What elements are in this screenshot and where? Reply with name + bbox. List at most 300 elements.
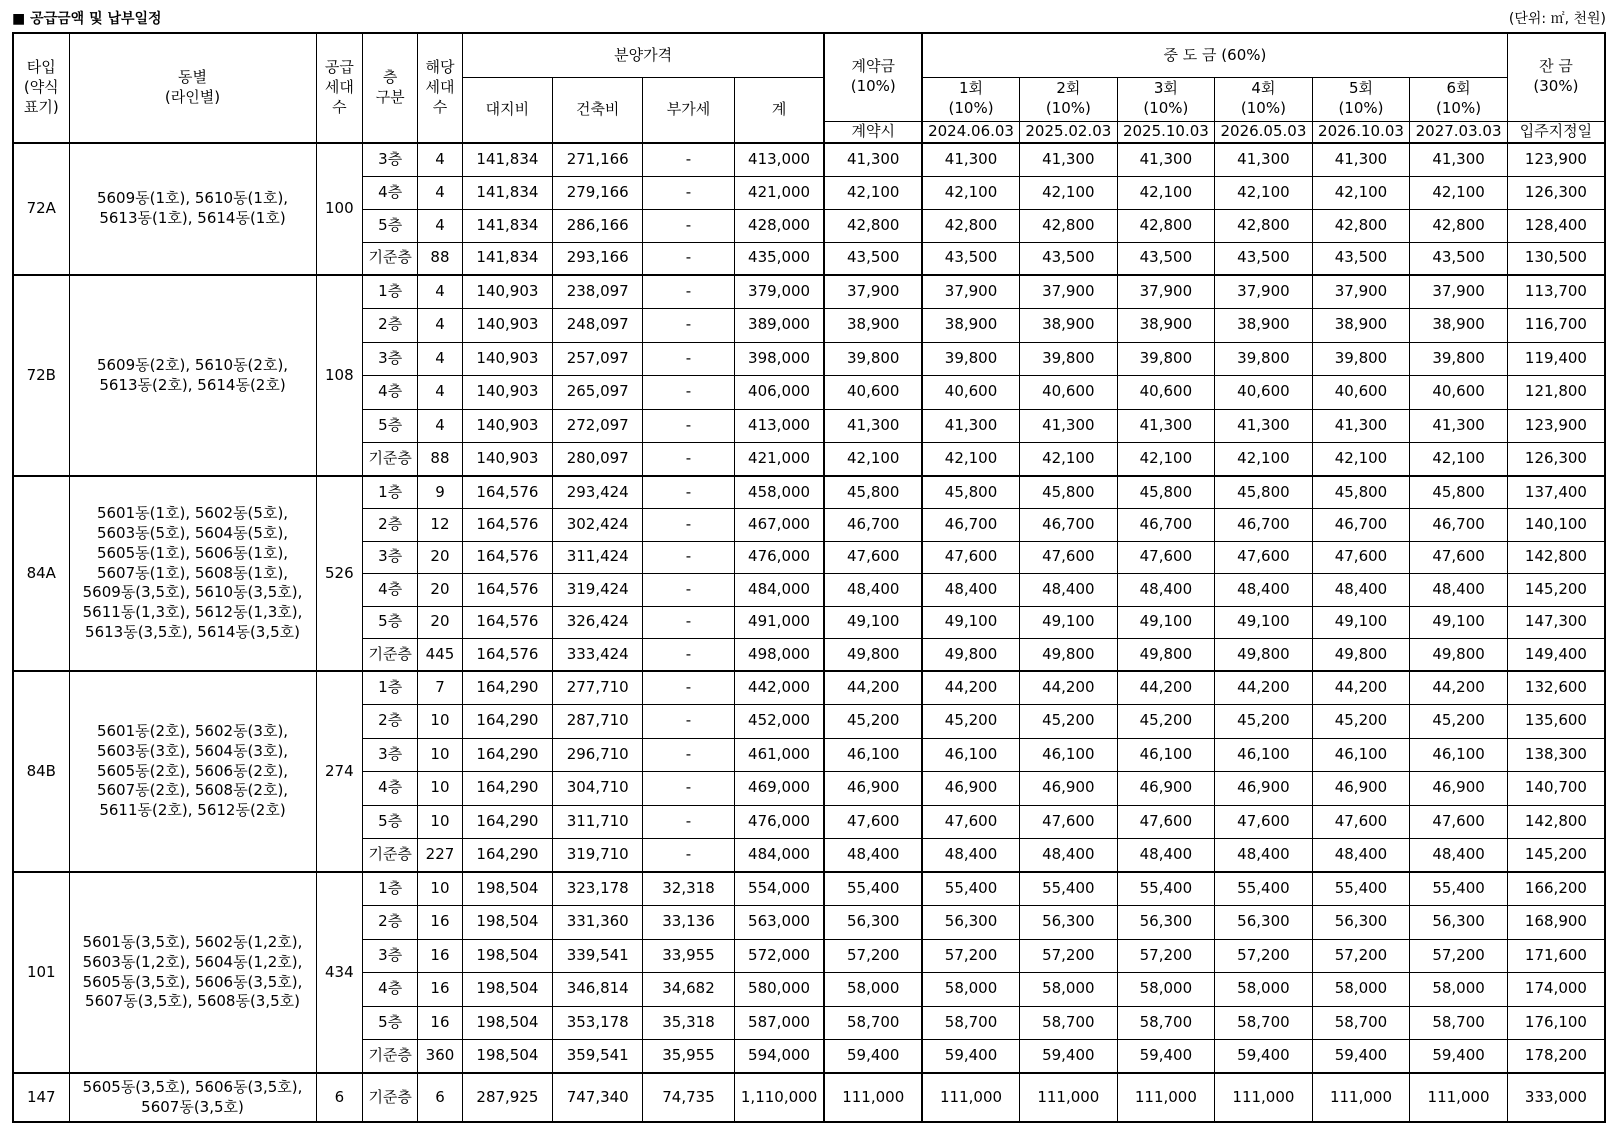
balance-cell: 168,900 xyxy=(1507,906,1605,940)
middle-payment-3-cell: 46,100 xyxy=(1117,738,1215,772)
deposit-cell: 39,800 xyxy=(824,342,922,376)
balance-cell: 178,200 xyxy=(1507,1040,1605,1074)
middle-payment-4-cell: 43,500 xyxy=(1215,242,1313,275)
total-price-cell: 476,000 xyxy=(734,805,824,839)
middle-payment-3-cell: 46,700 xyxy=(1117,509,1215,542)
table-row xyxy=(13,671,1605,705)
building-price-cell: 271,166 xyxy=(553,143,643,176)
middle-payment-2-cell: 38,900 xyxy=(1020,309,1118,343)
middle-payment-4-cell: 58,700 xyxy=(1215,1006,1313,1040)
middle-payment-6-cell: 55,400 xyxy=(1410,872,1508,906)
table-row xyxy=(13,872,1605,906)
middle-payment-2-cell: 41,300 xyxy=(1020,409,1118,443)
col-header-middle-5: 5회 (10%) xyxy=(1312,77,1410,121)
total-price-cell: 594,000 xyxy=(734,1040,824,1074)
building-price-cell: 353,178 xyxy=(553,1006,643,1040)
middle-payment-6-cell: 48,400 xyxy=(1410,839,1508,873)
land-price-cell: 198,504 xyxy=(462,1006,552,1040)
floor-cell: 1층 xyxy=(363,671,418,705)
land-price-cell: 140,903 xyxy=(462,342,552,376)
balance-cell: 130,500 xyxy=(1507,242,1605,275)
balance-cell: 176,100 xyxy=(1507,1006,1605,1040)
building-price-cell: 257,097 xyxy=(553,342,643,376)
table-row xyxy=(13,143,1605,176)
col-header-price-group: 분양가격 xyxy=(462,33,824,77)
balance-cell: 138,300 xyxy=(1507,738,1605,772)
land-price-cell: 140,903 xyxy=(462,376,552,410)
deposit-cell: 46,900 xyxy=(824,772,922,806)
vat-cell: - xyxy=(643,342,734,376)
floor-cell: 4층 xyxy=(363,376,418,410)
deposit-cell: 41,300 xyxy=(824,409,922,443)
middle-payment-2-cell: 42,800 xyxy=(1020,209,1118,242)
units-cell: 4 xyxy=(418,176,463,209)
deposit-cell: 42,100 xyxy=(824,176,922,209)
middle-payment-2-cell: 44,200 xyxy=(1020,671,1118,705)
deposit-cell: 49,800 xyxy=(824,639,922,672)
supply-count-cell: 526 xyxy=(316,476,363,671)
units-cell: 10 xyxy=(418,705,463,739)
table-row xyxy=(13,476,1605,509)
col-header-vat: 부가세 xyxy=(643,77,734,143)
col-header-deposit-when: 계약시 xyxy=(824,121,922,143)
middle-payment-5-cell: 48,400 xyxy=(1312,839,1410,873)
middle-payment-3-cell: 47,600 xyxy=(1117,805,1215,839)
middle-payment-2-cell: 48,400 xyxy=(1020,839,1118,873)
middle-payment-2-cell: 45,800 xyxy=(1020,476,1118,509)
col-header-balance: 잔 금 (30%) xyxy=(1507,33,1605,121)
middle-payment-1-cell: 47,600 xyxy=(922,805,1020,839)
middle-payment-6-cell: 42,100 xyxy=(1410,176,1508,209)
middle-payment-2-cell: 48,400 xyxy=(1020,574,1118,607)
floor-cell: 4층 xyxy=(363,574,418,607)
supply-count-cell: 434 xyxy=(316,872,363,1073)
middle-payment-2-cell: 47,600 xyxy=(1020,805,1118,839)
middle-payment-2-cell: 42,100 xyxy=(1020,443,1118,477)
total-price-cell: 572,000 xyxy=(734,939,824,973)
section-title: ■ 공급금액 및 납부일정 xyxy=(12,11,162,27)
middle-payment-4-cell: 46,700 xyxy=(1215,509,1313,542)
deposit-cell: 45,200 xyxy=(824,705,922,739)
floor-cell: 기준층 xyxy=(363,1073,418,1122)
middle-payment-4-cell: 39,800 xyxy=(1215,342,1313,376)
vat-cell: - xyxy=(643,176,734,209)
middle-payment-6-cell: 58,000 xyxy=(1410,973,1508,1007)
vat-cell: - xyxy=(643,376,734,410)
middle-payment-5-cell: 46,100 xyxy=(1312,738,1410,772)
vat-cell: - xyxy=(643,509,734,542)
middle-payment-3-cell: 45,800 xyxy=(1117,476,1215,509)
floor-cell: 3층 xyxy=(363,342,418,376)
deposit-cell: 55,400 xyxy=(824,872,922,906)
land-price-cell: 287,925 xyxy=(462,1073,552,1122)
deposit-cell: 56,300 xyxy=(824,906,922,940)
total-price-cell: 398,000 xyxy=(734,342,824,376)
middle-payment-5-cell: 41,300 xyxy=(1312,409,1410,443)
middle-payment-3-cell: 47,600 xyxy=(1117,541,1215,574)
middle-payment-6-cell: 41,300 xyxy=(1410,143,1508,176)
building-price-cell: 339,541 xyxy=(553,939,643,973)
middle-payment-2-cell: 58,700 xyxy=(1020,1006,1118,1040)
middle-payment-6-cell: 38,900 xyxy=(1410,309,1508,343)
deposit-cell: 49,100 xyxy=(824,606,922,639)
middle-payment-6-cell: 45,800 xyxy=(1410,476,1508,509)
total-price-cell: 435,000 xyxy=(734,242,824,275)
balance-cell: 123,900 xyxy=(1507,409,1605,443)
middle-payment-5-cell: 56,300 xyxy=(1312,906,1410,940)
middle-payment-4-cell: 58,000 xyxy=(1215,973,1313,1007)
price-schedule-table xyxy=(12,32,1606,1123)
land-price-cell: 140,903 xyxy=(462,409,552,443)
balance-cell: 142,800 xyxy=(1507,805,1605,839)
table-row xyxy=(13,275,1605,309)
middle-payment-1-cell: 42,800 xyxy=(922,209,1020,242)
land-price-cell: 164,290 xyxy=(462,839,552,873)
col-header-middle-6: 6회 (10%) xyxy=(1410,77,1508,121)
middle-payment-2-cell: 56,300 xyxy=(1020,906,1118,940)
vat-cell: - xyxy=(643,839,734,873)
balance-cell: 171,600 xyxy=(1507,939,1605,973)
middle-payment-2-cell: 43,500 xyxy=(1020,242,1118,275)
middle-payment-5-cell: 42,100 xyxy=(1312,443,1410,477)
middle-payment-5-cell: 58,000 xyxy=(1312,973,1410,1007)
middle-payment-1-cell: 47,600 xyxy=(922,541,1020,574)
vat-cell: - xyxy=(643,275,734,309)
floor-cell: 1층 xyxy=(363,275,418,309)
middle-payment-2-cell: 59,400 xyxy=(1020,1040,1118,1074)
floor-cell: 5층 xyxy=(363,805,418,839)
deposit-cell: 48,400 xyxy=(824,574,922,607)
total-price-cell: 442,000 xyxy=(734,671,824,705)
middle-payment-5-cell: 46,700 xyxy=(1312,509,1410,542)
middle-payment-5-cell: 42,800 xyxy=(1312,209,1410,242)
middle-payment-6-cell: 37,900 xyxy=(1410,275,1508,309)
vat-cell: - xyxy=(643,738,734,772)
building-price-cell: 319,710 xyxy=(553,839,643,873)
type-cell: 84A xyxy=(13,476,69,671)
total-price-cell: 428,000 xyxy=(734,209,824,242)
dong-cell: 5601동(3,5호), 5602동(1,2호), 5603동(1,2호), 5604동(1,2호), 5605동(3,5호), 5606동(3,5호), 5607동(3,5호), 5608동(3,5호) xyxy=(69,872,316,1073)
total-price-cell: 587,000 xyxy=(734,1006,824,1040)
supply-count-cell: 274 xyxy=(316,671,363,872)
middle-payment-2-cell: 58,000 xyxy=(1020,973,1118,1007)
middle-payment-5-cell: 49,800 xyxy=(1312,639,1410,672)
dong-cell: 5605동(3,5호), 5606동(3,5호), 5607동(3,5호) xyxy=(69,1073,316,1122)
building-price-cell: 238,097 xyxy=(553,275,643,309)
balance-cell: 116,700 xyxy=(1507,309,1605,343)
building-price-cell: 302,424 xyxy=(553,509,643,542)
middle-payment-1-cell: 57,200 xyxy=(922,939,1020,973)
middle-payment-1-cell: 38,900 xyxy=(922,309,1020,343)
middle-payment-1-cell: 44,200 xyxy=(922,671,1020,705)
middle-payment-3-cell: 59,400 xyxy=(1117,1040,1215,1074)
vat-cell: 74,735 xyxy=(643,1073,734,1122)
supply-count-cell: 100 xyxy=(316,143,363,275)
col-header-middle-3: 3회 (10%) xyxy=(1117,77,1215,121)
balance-cell: 128,400 xyxy=(1507,209,1605,242)
land-price-cell: 198,504 xyxy=(462,939,552,973)
type-cell: 72A xyxy=(13,143,69,275)
units-cell: 16 xyxy=(418,1006,463,1040)
dong-cell: 5609동(1호), 5610동(1호), 5613동(1호), 5614동(1호) xyxy=(69,143,316,275)
units-cell: 20 xyxy=(418,574,463,607)
middle-payment-5-cell: 45,200 xyxy=(1312,705,1410,739)
col-header-building: 건축비 xyxy=(553,77,643,143)
deposit-cell: 37,900 xyxy=(824,275,922,309)
floor-cell: 기준층 xyxy=(363,443,418,477)
units-cell: 6 xyxy=(418,1073,463,1122)
floor-cell: 기준층 xyxy=(363,1040,418,1074)
vat-cell: - xyxy=(643,772,734,806)
deposit-cell: 40,600 xyxy=(824,376,922,410)
middle-payment-4-cell: 47,600 xyxy=(1215,805,1313,839)
middle-payment-3-cell: 40,600 xyxy=(1117,376,1215,410)
middle-payment-6-cell: 48,400 xyxy=(1410,574,1508,607)
units-cell: 10 xyxy=(418,805,463,839)
table-header xyxy=(13,33,1605,143)
middle-payment-5-cell: 45,800 xyxy=(1312,476,1410,509)
middle-payment-4-cell: 49,100 xyxy=(1215,606,1313,639)
col-header-middle-1: 1회 (10%) xyxy=(922,77,1020,121)
supply-count-cell: 6 xyxy=(316,1073,363,1122)
units-cell: 88 xyxy=(418,443,463,477)
middle-payment-6-cell: 49,800 xyxy=(1410,639,1508,672)
total-price-cell: 1,110,000 xyxy=(734,1073,824,1122)
deposit-cell: 44,200 xyxy=(824,671,922,705)
col-header-middle-3-date: 2025.10.03 xyxy=(1117,121,1215,143)
land-price-cell: 164,576 xyxy=(462,639,552,672)
middle-payment-1-cell: 49,100 xyxy=(922,606,1020,639)
type-cell: 101 xyxy=(13,872,69,1073)
floor-cell: 3층 xyxy=(363,939,418,973)
total-price-cell: 389,000 xyxy=(734,309,824,343)
deposit-cell: 47,600 xyxy=(824,541,922,574)
total-price-cell: 406,000 xyxy=(734,376,824,410)
total-price-cell: 554,000 xyxy=(734,872,824,906)
vat-cell: 35,318 xyxy=(643,1006,734,1040)
middle-payment-4-cell: 59,400 xyxy=(1215,1040,1313,1074)
middle-payment-4-cell: 56,300 xyxy=(1215,906,1313,940)
middle-payment-4-cell: 45,800 xyxy=(1215,476,1313,509)
middle-payment-2-cell: 55,400 xyxy=(1020,872,1118,906)
land-price-cell: 141,834 xyxy=(462,143,552,176)
balance-cell: 140,100 xyxy=(1507,509,1605,542)
middle-payment-5-cell: 47,600 xyxy=(1312,805,1410,839)
deposit-cell: 46,100 xyxy=(824,738,922,772)
land-price-cell: 164,576 xyxy=(462,476,552,509)
middle-payment-4-cell: 42,100 xyxy=(1215,443,1313,477)
deposit-cell: 59,400 xyxy=(824,1040,922,1074)
building-price-cell: 333,424 xyxy=(553,639,643,672)
dong-cell: 5601동(2호), 5602동(3호), 5603동(3호), 5604동(3호), 5605동(2호), 5606동(2호), 5607동(2호), 5608동(2호), 5611동(2호), 5612동(2호) xyxy=(69,671,316,872)
total-price-cell: 484,000 xyxy=(734,839,824,873)
units-cell: 20 xyxy=(418,606,463,639)
col-header-type: 타입 (약식 표기) xyxy=(13,33,69,143)
type-cell: 72B xyxy=(13,275,69,476)
floor-cell: 1층 xyxy=(363,476,418,509)
building-price-cell: 265,097 xyxy=(553,376,643,410)
middle-payment-1-cell: 41,300 xyxy=(922,143,1020,176)
building-price-cell: 279,166 xyxy=(553,176,643,209)
middle-payment-3-cell: 42,100 xyxy=(1117,443,1215,477)
middle-payment-4-cell: 37,900 xyxy=(1215,275,1313,309)
vat-cell: - xyxy=(643,309,734,343)
middle-payment-6-cell: 44,200 xyxy=(1410,671,1508,705)
building-price-cell: 323,178 xyxy=(553,872,643,906)
vat-cell: - xyxy=(643,209,734,242)
middle-payment-3-cell: 111,000 xyxy=(1117,1073,1215,1122)
vat-cell: - xyxy=(643,671,734,705)
middle-payment-4-cell: 55,400 xyxy=(1215,872,1313,906)
land-price-cell: 164,290 xyxy=(462,671,552,705)
balance-cell: 140,700 xyxy=(1507,772,1605,806)
middle-payment-1-cell: 58,700 xyxy=(922,1006,1020,1040)
total-price-cell: 421,000 xyxy=(734,176,824,209)
middle-payment-1-cell: 58,000 xyxy=(922,973,1020,1007)
middle-payment-1-cell: 41,300 xyxy=(922,409,1020,443)
vat-cell: 33,136 xyxy=(643,906,734,940)
type-cell: 84B xyxy=(13,671,69,872)
land-price-cell: 198,504 xyxy=(462,906,552,940)
middle-payment-5-cell: 40,600 xyxy=(1312,376,1410,410)
deposit-cell: 58,700 xyxy=(824,1006,922,1040)
floor-cell: 3층 xyxy=(363,143,418,176)
middle-payment-4-cell: 41,300 xyxy=(1215,143,1313,176)
middle-payment-1-cell: 39,800 xyxy=(922,342,1020,376)
total-price-cell: 413,000 xyxy=(734,409,824,443)
units-cell: 20 xyxy=(418,541,463,574)
middle-payment-4-cell: 42,800 xyxy=(1215,209,1313,242)
middle-payment-6-cell: 57,200 xyxy=(1410,939,1508,973)
col-header-units: 해당 세대 수 xyxy=(418,33,463,143)
balance-cell: 123,900 xyxy=(1507,143,1605,176)
units-cell: 12 xyxy=(418,509,463,542)
middle-payment-2-cell: 47,600 xyxy=(1020,541,1118,574)
col-header-balance-when: 입주지정일 xyxy=(1507,121,1605,143)
floor-cell: 기준층 xyxy=(363,639,418,672)
middle-payment-4-cell: 48,400 xyxy=(1215,574,1313,607)
table-body xyxy=(13,143,1605,1122)
middle-payment-2-cell: 45,200 xyxy=(1020,705,1118,739)
middle-payment-5-cell: 38,900 xyxy=(1312,309,1410,343)
title-bar xyxy=(12,4,1606,30)
units-cell: 10 xyxy=(418,738,463,772)
vat-cell: - xyxy=(643,606,734,639)
land-price-cell: 164,290 xyxy=(462,772,552,806)
deposit-cell: 38,900 xyxy=(824,309,922,343)
dong-cell: 5609동(2호), 5610동(2호), 5613동(2호), 5614동(2호) xyxy=(69,275,316,476)
middle-payment-1-cell: 111,000 xyxy=(922,1073,1020,1122)
col-header-total: 계 xyxy=(734,77,824,143)
land-price-cell: 164,290 xyxy=(462,738,552,772)
balance-cell: 142,800 xyxy=(1507,541,1605,574)
vat-cell: 32,318 xyxy=(643,872,734,906)
middle-payment-1-cell: 37,900 xyxy=(922,275,1020,309)
balance-cell: 126,300 xyxy=(1507,443,1605,477)
units-cell: 4 xyxy=(418,209,463,242)
middle-payment-4-cell: 47,600 xyxy=(1215,541,1313,574)
middle-payment-1-cell: 55,400 xyxy=(922,872,1020,906)
middle-payment-2-cell: 46,900 xyxy=(1020,772,1118,806)
middle-payment-6-cell: 58,700 xyxy=(1410,1006,1508,1040)
middle-payment-1-cell: 42,100 xyxy=(922,443,1020,477)
middle-payment-3-cell: 55,400 xyxy=(1117,872,1215,906)
middle-payment-3-cell: 58,700 xyxy=(1117,1006,1215,1040)
units-cell: 4 xyxy=(418,409,463,443)
balance-cell: 119,400 xyxy=(1507,342,1605,376)
middle-payment-4-cell: 42,100 xyxy=(1215,176,1313,209)
building-price-cell: 277,710 xyxy=(553,671,643,705)
middle-payment-6-cell: 46,100 xyxy=(1410,738,1508,772)
middle-payment-5-cell: 48,400 xyxy=(1312,574,1410,607)
vat-cell: - xyxy=(643,541,734,574)
middle-payment-4-cell: 111,000 xyxy=(1215,1073,1313,1122)
floor-cell: 3층 xyxy=(363,738,418,772)
building-price-cell: 296,710 xyxy=(553,738,643,772)
col-header-middle-group: 중 도 금 (60%) xyxy=(922,33,1507,77)
land-price-cell: 198,504 xyxy=(462,1040,552,1074)
middle-payment-2-cell: 40,600 xyxy=(1020,376,1118,410)
middle-payment-1-cell: 43,500 xyxy=(922,242,1020,275)
building-price-cell: 311,424 xyxy=(553,541,643,574)
col-header-supply: 공급 세대 수 xyxy=(316,33,363,143)
middle-payment-6-cell: 49,100 xyxy=(1410,606,1508,639)
floor-cell: 2층 xyxy=(363,309,418,343)
middle-payment-2-cell: 46,700 xyxy=(1020,509,1118,542)
vat-cell: - xyxy=(643,242,734,275)
balance-cell: 147,300 xyxy=(1507,606,1605,639)
table-row xyxy=(13,1073,1605,1122)
vat-cell: 34,682 xyxy=(643,973,734,1007)
col-header-middle-5-date: 2026.10.03 xyxy=(1312,121,1410,143)
floor-cell: 5층 xyxy=(363,1006,418,1040)
middle-payment-3-cell: 49,800 xyxy=(1117,639,1215,672)
middle-payment-6-cell: 45,200 xyxy=(1410,705,1508,739)
floor-cell: 4층 xyxy=(363,772,418,806)
land-price-cell: 164,290 xyxy=(462,705,552,739)
middle-payment-4-cell: 38,900 xyxy=(1215,309,1313,343)
land-price-cell: 140,903 xyxy=(462,275,552,309)
middle-payment-1-cell: 56,300 xyxy=(922,906,1020,940)
building-price-cell: 326,424 xyxy=(553,606,643,639)
floor-cell: 4층 xyxy=(363,176,418,209)
middle-payment-6-cell: 47,600 xyxy=(1410,805,1508,839)
middle-payment-6-cell: 46,900 xyxy=(1410,772,1508,806)
middle-payment-6-cell: 111,000 xyxy=(1410,1073,1508,1122)
middle-payment-4-cell: 57,200 xyxy=(1215,939,1313,973)
middle-payment-5-cell: 43,500 xyxy=(1312,242,1410,275)
middle-payment-1-cell: 46,100 xyxy=(922,738,1020,772)
col-header-floor: 층 구분 xyxy=(363,33,418,143)
land-price-cell: 141,834 xyxy=(462,242,552,275)
middle-payment-6-cell: 41,300 xyxy=(1410,409,1508,443)
middle-payment-4-cell: 49,800 xyxy=(1215,639,1313,672)
land-price-cell: 198,504 xyxy=(462,872,552,906)
col-header-dong: 동별 (라인별) xyxy=(69,33,316,143)
vat-cell: 35,955 xyxy=(643,1040,734,1074)
middle-payment-6-cell: 43,500 xyxy=(1410,242,1508,275)
balance-cell: 135,600 xyxy=(1507,705,1605,739)
col-header-middle-6-date: 2027.03.03 xyxy=(1410,121,1508,143)
middle-payment-1-cell: 40,600 xyxy=(922,376,1020,410)
units-cell: 445 xyxy=(418,639,463,672)
col-header-land: 대지비 xyxy=(462,77,552,143)
units-cell: 4 xyxy=(418,342,463,376)
land-price-cell: 198,504 xyxy=(462,973,552,1007)
middle-payment-3-cell: 49,100 xyxy=(1117,606,1215,639)
middle-payment-3-cell: 41,300 xyxy=(1117,143,1215,176)
deposit-cell: 46,700 xyxy=(824,509,922,542)
